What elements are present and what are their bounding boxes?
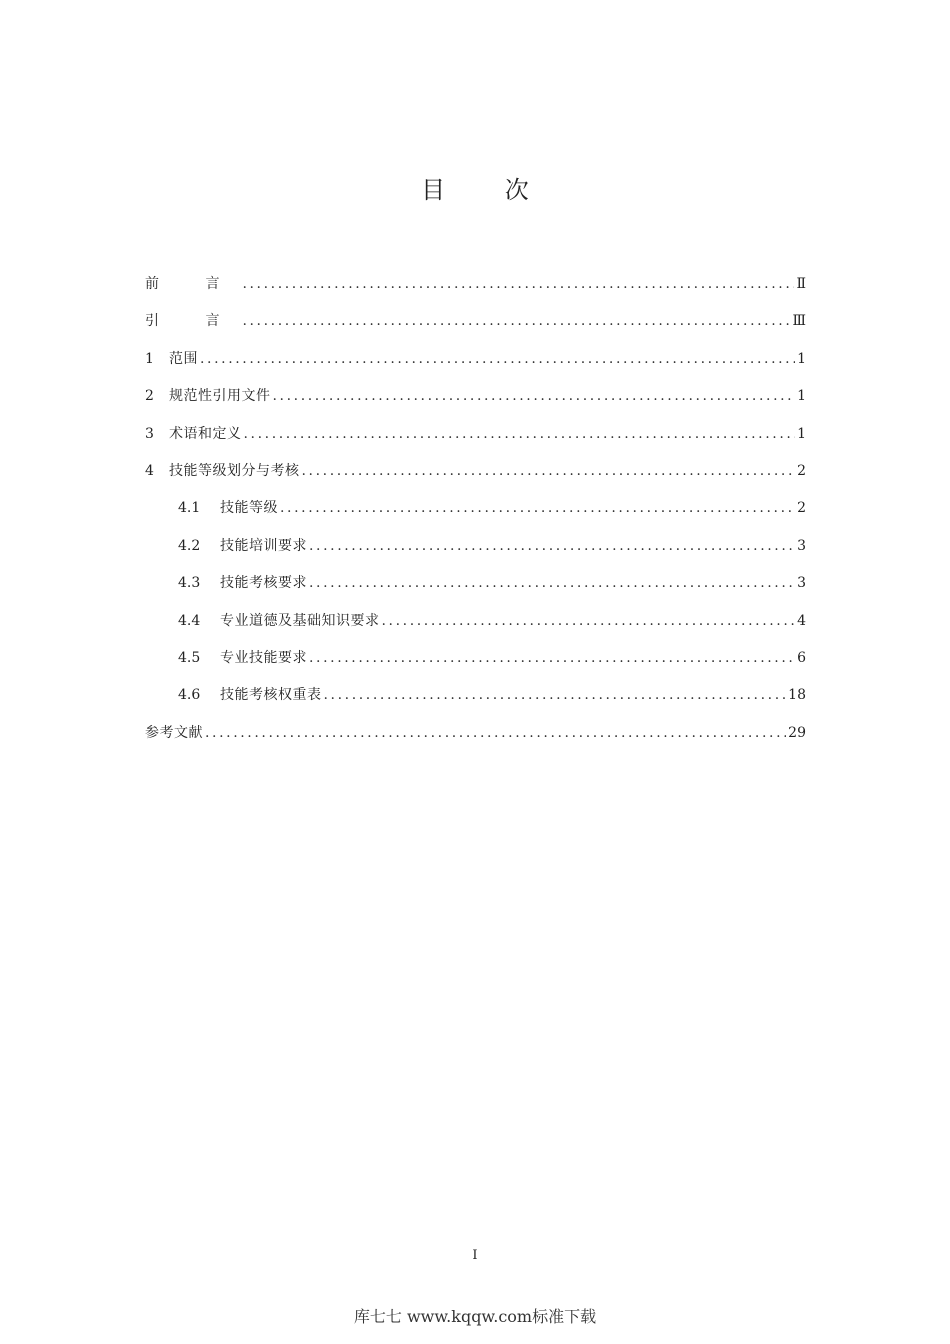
- toc-dot-leader: [309, 646, 795, 670]
- toc-entry-number: 1: [145, 350, 154, 367]
- toc-dot-leader: [302, 459, 796, 483]
- watermark-text: 库七七 www.kqqw.com标准下载: [353, 1307, 597, 1326]
- toc-entry-label: 技能等级: [220, 500, 278, 517]
- toc-entry-label: 前 言: [145, 276, 241, 292]
- toc-entry-page: 2: [797, 500, 806, 517]
- toc-entry-label: 术语和定义: [169, 425, 242, 442]
- toc-entry[interactable]: [145, 422, 806, 459]
- toc-entry-number: 4: [145, 462, 154, 479]
- toc-entry[interactable]: [145, 534, 806, 571]
- toc-dot-leader: [280, 496, 795, 520]
- toc-dot-leader: [324, 683, 787, 707]
- toc-entry-page: 1: [797, 388, 806, 405]
- toc-entry-page: 29: [788, 724, 806, 741]
- toc-entry-label: 引 言: [145, 313, 241, 330]
- toc-dot-leader: [242, 309, 790, 333]
- toc-entry-number: 4.6: [178, 687, 201, 704]
- toc-dot-leader: [382, 609, 796, 633]
- table-of-contents: [145, 272, 806, 758]
- toc-entry[interactable]: [145, 272, 806, 309]
- toc-entry[interactable]: [145, 683, 806, 720]
- toc-entry[interactable]: [145, 571, 806, 608]
- toc-entry-label: 参考文献: [145, 724, 203, 741]
- page-title: 目 次: [421, 176, 555, 204]
- toc-entry-page: 4: [797, 612, 806, 629]
- toc-entry[interactable]: [145, 496, 806, 533]
- toc-entry-number: 4.5: [178, 649, 201, 666]
- toc-entry-page: 18: [788, 687, 806, 704]
- toc-entry-page: 3: [797, 575, 806, 592]
- toc-entry[interactable]: [145, 459, 806, 496]
- toc-dot-leader: [309, 534, 795, 558]
- toc-entry-label: 技能考核权重表: [220, 687, 322, 704]
- toc-entry-label: 规范性引用文件: [169, 388, 271, 405]
- toc-entry[interactable]: [145, 384, 806, 421]
- toc-entry-number: 2: [145, 388, 154, 405]
- toc-entry-page: 6: [797, 649, 806, 666]
- toc-entry[interactable]: [145, 309, 806, 346]
- toc-entry-number: 4.4: [178, 612, 201, 629]
- toc-entry-number: 3: [145, 425, 154, 442]
- toc-entry[interactable]: [145, 347, 806, 384]
- toc-entry-page: 3: [797, 537, 806, 554]
- toc-entry-page: 2: [797, 462, 806, 479]
- toc-entry-label: 专业技能要求: [220, 649, 307, 666]
- toc-dot-leader: [242, 272, 794, 296]
- toc-entry-label: 专业道德及基础知识要求: [220, 612, 380, 629]
- toc-entry-page: Ⅲ: [792, 313, 806, 330]
- toc-entry[interactable]: [145, 609, 806, 646]
- toc-entry[interactable]: [145, 721, 806, 758]
- toc-entry-number: 4.2: [178, 537, 201, 554]
- page-number: I: [472, 1248, 478, 1263]
- toc-entry-label: 技能等级划分与考核: [169, 462, 300, 479]
- toc-dot-leader: [244, 422, 796, 446]
- toc-dot-leader: [205, 721, 786, 745]
- toc-entry-label: 技能考核要求: [220, 575, 307, 592]
- toc-entry-number: 4.1: [178, 500, 201, 517]
- toc-dot-leader: [309, 571, 795, 595]
- toc-entry-label: 技能培训要求: [220, 537, 307, 554]
- toc-entry-page: 1: [797, 425, 806, 442]
- toc-dot-leader: [200, 347, 795, 371]
- toc-entry-page: Ⅱ: [796, 276, 806, 292]
- toc-entry[interactable]: [145, 646, 806, 683]
- toc-entry-label: 范围: [169, 350, 198, 367]
- toc-dot-leader: [273, 384, 796, 408]
- toc-entry-number: 4.3: [178, 575, 201, 592]
- toc-entry-page: 1: [797, 350, 806, 367]
